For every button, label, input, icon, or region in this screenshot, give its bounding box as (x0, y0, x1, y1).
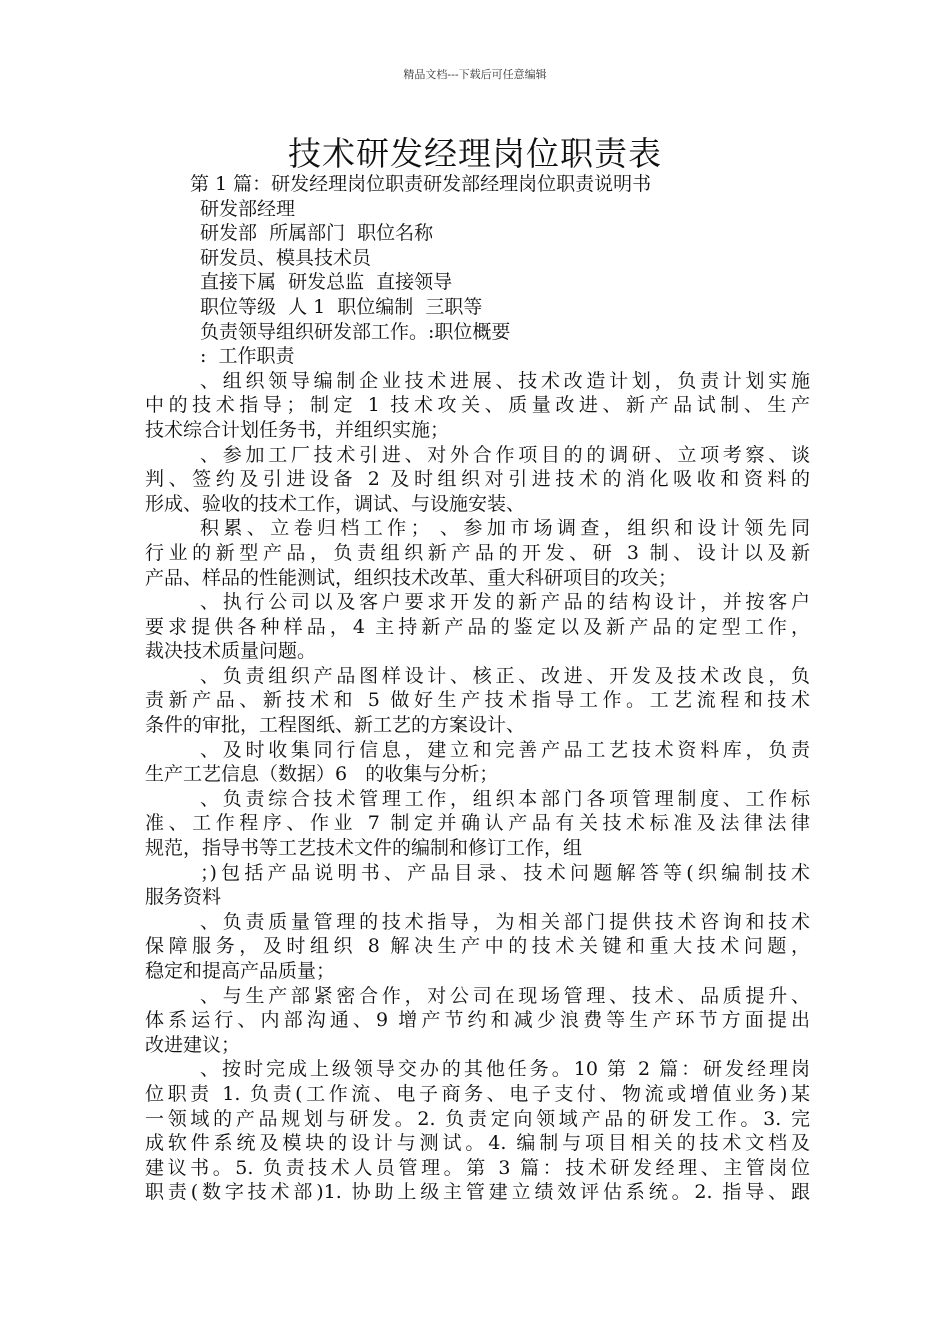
text-line: 体系运行、内部沟通、9 增产节约和减少浪费等生产环节方面提出 (145, 1009, 810, 1032)
text-line: ；)包括产品说明书、产品目录、技术问题解答等(织编制技术 (200, 861, 810, 884)
text-line: 位职责 1. 负责(工作流、电子商务、电子支付、物流或增值业务)某 (145, 1082, 810, 1105)
text-line: 研发部经理 (200, 197, 296, 220)
text-line: 负责领导组织研发部工作。:职位概要 (200, 320, 511, 343)
text-line: 直接下属 研发总监 直接领导 (200, 271, 453, 294)
text-line: 、执行公司以及客户要求开发的新产品的结构设计，并按客户 (200, 591, 810, 614)
text-line: 规范，指导书等工艺技术文件的编制和修订工作，组 (145, 837, 583, 860)
text-line: 一领域的产品规划与研发。2. 负责定向领域产品的研发工作。3. 完 (145, 1107, 810, 1130)
text-line: 稳定和提高产品质量； (145, 960, 336, 982)
text-line: 、负责组织产品图样设计、核正、改进、开发及技术改良，负 (200, 664, 810, 687)
text-line: 中的技术指导；制定 1 技术攻关、质量改进、新产品试制、生产 (145, 394, 810, 417)
text-line: 、负责质量管理的技术指导，为相关部门提供技术咨询和技术 (200, 910, 810, 933)
text-line: 形成、验收的技术工作，调试、与设施安装、 (145, 492, 526, 515)
text-line: : 工作职责 (200, 345, 295, 368)
text-line: 、及时收集同行信息，建立和完善产品工艺技术资料库，负责 (200, 738, 810, 761)
text-line: 行业的新型产品，负责组织新产品的开发、研 3 制、设计以及新 (145, 541, 810, 564)
text-line: 研发员、模具技术员 (200, 246, 372, 269)
text-line: 技术综合计划任务书，并组织实施； (145, 418, 450, 441)
text-line: 、按时完成上级领导交办的其他任务。10 第 2 篇：研发经理岗 (200, 1058, 810, 1081)
text-line: 建议书。5. 负责技术人员管理。第 3 篇：技术研发经理、主管岗位 (145, 1156, 810, 1179)
text-line: 条件的审批，工程图纸、新工艺的方案设计、 (145, 714, 526, 737)
text-line: 产品、样品的性能测试，组织技术改革、重大科研项目的攻关； (145, 566, 678, 589)
text-line: 准、工作程序、作业 7 制定并确认产品有关技术标准及法律法律 (145, 812, 810, 835)
text-line: 服务资料 (145, 886, 222, 909)
header-note: 精品文档---下载后可任意编辑 (403, 68, 547, 81)
text-line: 生产工艺信息（数据）6 的收集与分析； (145, 763, 499, 786)
text-line: 要求提供各种样品，4 主持新产品的鉴定以及新产品的定型工作， (145, 615, 810, 638)
text-line: 第 1 篇：研发经理岗位职责研发部经理岗位职责说明书 (190, 173, 652, 195)
text-line: 保障服务，及时组织 8 解决生产中的技术关键和重大技术问题， (145, 935, 810, 958)
text-line: 裁决技术质量问题。 (145, 640, 317, 663)
text-line: 改进建议； (145, 1033, 241, 1056)
text-line: 判、签约及引进设备 2 及时组织对引进技术的消化吸收和资料的 (145, 468, 810, 491)
text-line: 积累、立卷归档工作； 、参加市场调查，组织和设计领先同 (200, 517, 810, 540)
document-body (145, 172, 810, 1205)
document-title: 技术研发经理岗位职责表 (288, 134, 662, 173)
text-line: 成软件系统及模块的设计与测试。4. 编制与项目相关的技术文档及 (145, 1132, 810, 1155)
text-line: 责新产品、新技术和 5 做好生产技术指导工作。工艺流程和技术 (145, 689, 810, 712)
text-line: 职责(数字技术部)1. 协助上级主管建立绩效评估系统。2. 指导、跟 (145, 1181, 810, 1204)
text-line: 、负责综合技术管理工作，组织本部门各项管理制度、工作标 (200, 787, 810, 810)
text-line: 、与生产部紧密合作，对公司在现场管理、技术、品质提升、 (200, 984, 810, 1007)
text-line: 、组织领导编制企业技术进展、技术改造计划，负责计划实施 (200, 369, 810, 392)
text-line: 职位等级 人 1 职位编制 三职等 (200, 295, 483, 318)
text-line: 、参加工厂技术引进、对外合作项目的的调研、立项考察、谈 (200, 443, 810, 466)
text-line: 研发部 所属部门 职位名称 (200, 222, 434, 245)
